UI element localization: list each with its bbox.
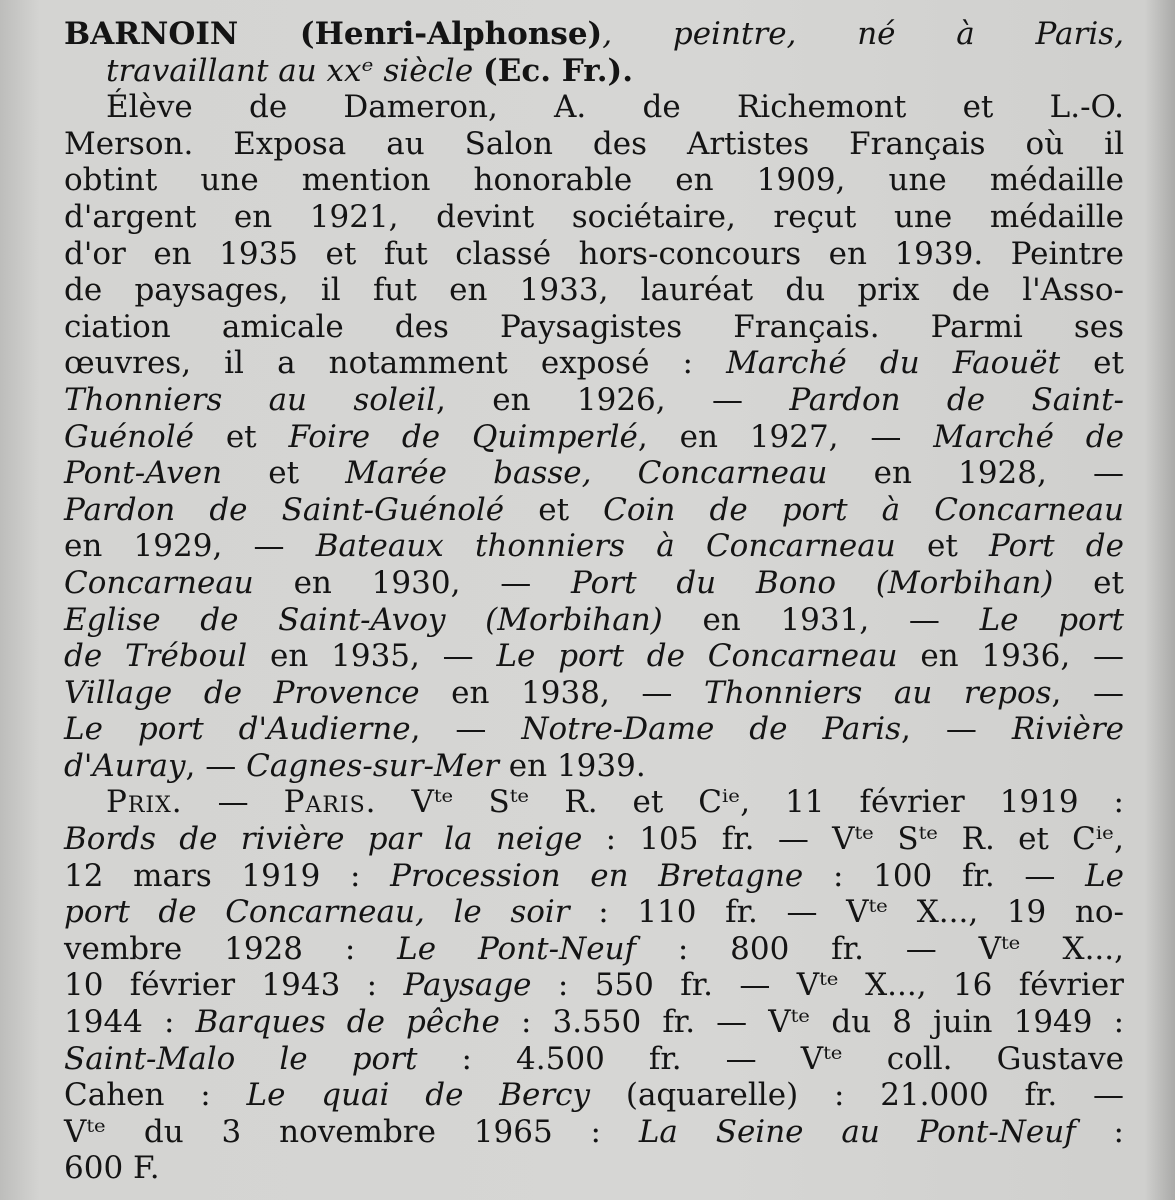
works-line (64, 748, 1124, 785)
text-run: , — (901, 711, 1012, 748)
text-run: , — (185, 747, 247, 784)
italic-text: Le port de Concarneau (496, 638, 898, 675)
prices-line (64, 894, 1124, 931)
text-run: : 550 fr. — Vᵗᵉ X..., 16 février (531, 967, 1124, 1004)
italic-text: Village de Provence (64, 674, 420, 711)
bio-line: Merson. Exposa au Salon des Artistes Français où il (64, 125, 1124, 162)
text-run: en 1939. (498, 747, 646, 784)
bio-line: ciation amicale des Paysagistes Français. Parmi ses (64, 308, 1124, 345)
text-run: en 1935, — (247, 638, 497, 675)
works-line (64, 528, 1124, 565)
text-run: vembre 1928 : (64, 930, 398, 967)
bio-line: de paysages, il fut en 1933, lauréat du prix de l'Asso- (64, 272, 1124, 309)
italic-text: Port du Bono (Morbihan) (571, 564, 1054, 601)
italic-text: Marché de (933, 418, 1124, 455)
text-run: : 3.550 fr. — Vᵗᵉ du 8 juin 1949 : (499, 1004, 1125, 1041)
prices-line (64, 1077, 1124, 1114)
text-run: 12 mars 1919 : (64, 857, 391, 894)
bio-line: d'or en 1935 et fut classé hors-concours en 1939. Peintre (64, 235, 1124, 272)
works-line (64, 382, 1124, 419)
text-run: Cahen : (64, 1077, 247, 1114)
text-run: et (222, 455, 346, 492)
italic-text: port de Concarneau, le soir (64, 894, 570, 931)
italic-text: Le port (979, 601, 1124, 638)
text-run: en 1928, — (827, 455, 1125, 492)
text-run: , en 1927, — (637, 418, 934, 455)
text-run: Vᵗᵉ Sᵗᵉ R. et Cⁱᵉ, 11 février 1919 : (376, 784, 1124, 821)
italic-text: Procession en Bretagne (390, 857, 804, 894)
text-run: : 110 fr. — Vᵗᵉ X..., 19 no- (569, 894, 1124, 931)
dictionary-entry (64, 16, 1124, 1187)
prices-line (64, 1150, 1124, 1187)
artist-name: BARNOIN (Henri-Alphonse) (64, 16, 603, 52)
text-run: œuvres, il a notamment exposé : (64, 345, 727, 382)
italic-text: Coin de port à Concarneau (603, 491, 1124, 528)
text-run: en 1931, — (662, 601, 980, 638)
bio-line: obtint une mention honorable en 1909, une médaille (64, 162, 1124, 199)
italic-text: Le port d'Audierne (64, 711, 411, 748)
bio-line: d'argent en 1921, devint sociétaire, reçut une médaille (64, 198, 1124, 235)
text-run: en 1930, — (253, 564, 571, 601)
prices-line (64, 821, 1124, 858)
text-run: et (895, 528, 990, 565)
text-run: : (1075, 1113, 1124, 1150)
italic-text: Marché du Faouët (726, 345, 1061, 382)
italic-text: Eglise de Saint-Avoy (Morbihan) (64, 601, 663, 638)
prices-line (64, 858, 1124, 895)
italic-text: Paysage (403, 967, 532, 1004)
italic-text: La Seine au Pont-Neuf (638, 1113, 1076, 1150)
prices-line (64, 1114, 1124, 1151)
bio-line: Élève de Dameron, A. de Richemont et L.-O. (106, 89, 1124, 126)
text-run: Vᵗᵉ du 3 novembre 1965 : (64, 1113, 639, 1150)
italic-text: Pardon de Saint- (789, 381, 1125, 418)
text-run: — (182, 784, 284, 821)
italic-text: Pont-Aven (64, 455, 223, 492)
entry-header-line-1 (64, 16, 1124, 53)
italic-text: Rivière (1011, 711, 1125, 748)
italic-text: Saint-Malo le port (64, 1040, 418, 1077)
text-run: : 4.500 fr. — Vᵗᵉ coll. Gustave (417, 1040, 1124, 1077)
text-run: 10 février 1943 : (64, 967, 404, 1004)
text-run: , — (1051, 674, 1124, 711)
works-line (64, 345, 1124, 382)
text-run: : 800 fr. — Vᵗᵉ X..., (636, 930, 1124, 967)
text-run: (aquarelle) : 21.000 fr. — (590, 1077, 1124, 1114)
header-century: travaillant au xxᵉ siècle (106, 52, 474, 89)
italic-text: Notre-Dame de Paris (521, 711, 902, 748)
works-line (64, 638, 1124, 675)
prices-line (64, 1041, 1124, 1078)
italic-text: Cagnes-sur-Mer (246, 747, 499, 784)
italic-text: Foire de Quimperlé (288, 418, 638, 455)
works-line (64, 675, 1124, 712)
text-run: : 100 fr. — (803, 857, 1086, 894)
prices-line (64, 784, 1124, 821)
italic-text: Bateaux thonniers à Concarneau (315, 528, 896, 565)
italic-text: Port de (989, 528, 1124, 565)
prices-line (64, 931, 1124, 968)
italic-text: Pardon de Saint-Guénolé (64, 491, 505, 528)
works-line (64, 602, 1124, 639)
italic-text: de Tréboul (64, 638, 248, 675)
italic-text: Thonniers au repos (704, 674, 1052, 711)
text-run: 1944 : (64, 1004, 196, 1041)
header-description: , peintre, né à Paris, (602, 16, 1124, 52)
italic-text: Concarneau (64, 564, 254, 601)
italic-text: d'Auray (64, 747, 186, 784)
works-line (64, 565, 1124, 602)
works-line (64, 455, 1124, 492)
text-run: 600 F. (64, 1150, 160, 1187)
text-run: , — (410, 711, 522, 748)
page-edge-shadow (1145, 0, 1175, 1200)
prices-line (64, 967, 1124, 1004)
prices-label: Prix. (106, 784, 183, 821)
italic-text: Bords de rivière par la neige (64, 821, 583, 858)
entry-header-line-2 (64, 53, 1124, 90)
italic-text: Le Pont-Neuf (397, 930, 637, 967)
text-run: , en 1926, — (436, 381, 790, 418)
italic-text: Guénolé (64, 418, 194, 455)
text-run: et (193, 418, 289, 455)
text-run: et (1053, 564, 1124, 601)
text-run: en 1929, — (64, 528, 316, 565)
italic-text: Le (1085, 857, 1125, 894)
text-run: en 1938, — (419, 674, 705, 711)
text-run: et (504, 491, 604, 528)
works-line (64, 492, 1124, 529)
school-label: (Ec. Fr.). (483, 52, 633, 89)
italic-text: Le quai de Bercy (246, 1077, 591, 1114)
works-line (64, 419, 1124, 456)
works-line (64, 711, 1124, 748)
text-run: et (1060, 345, 1124, 382)
text-run: en 1936, — (897, 638, 1124, 675)
italic-text: Barques de pêche (195, 1004, 500, 1041)
city-label: Paris. (283, 784, 377, 821)
italic-text: Marée basse, Concarneau (345, 455, 828, 492)
text-run: : 105 fr. — Vᵗᵉ Sᵗᵉ R. et Cⁱᵉ, (582, 821, 1124, 858)
italic-text: Thonniers au soleil (64, 381, 437, 418)
prices-line (64, 1004, 1124, 1041)
